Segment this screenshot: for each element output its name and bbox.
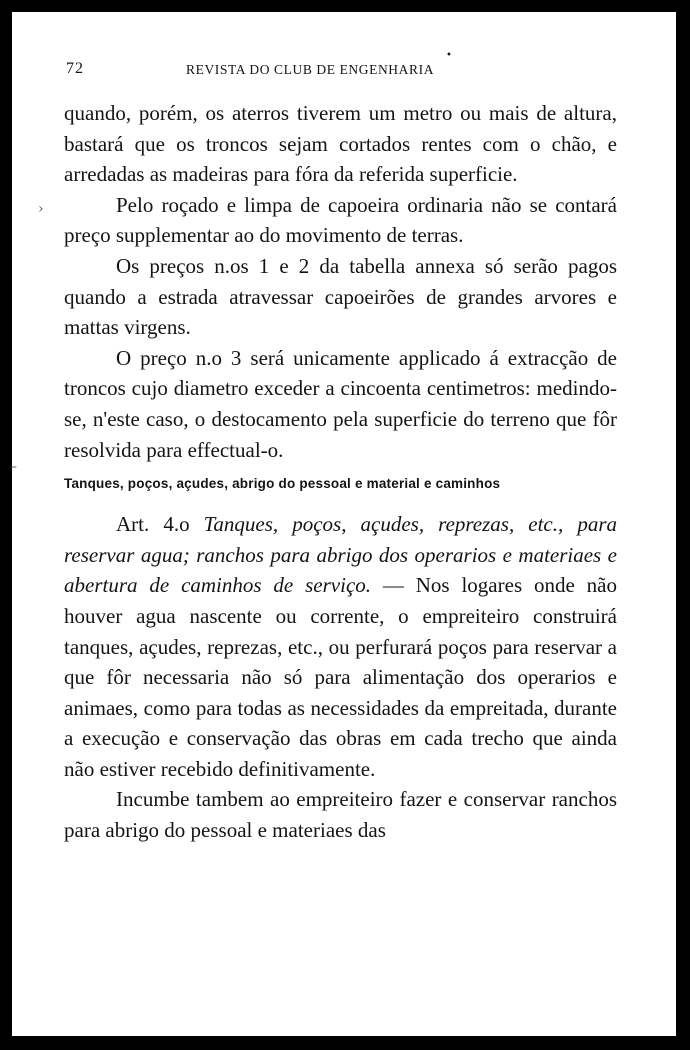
article-4-paragraph [64, 509, 617, 784]
running-title: REVISTA DO CLUB DE ENGENHARIA [186, 62, 435, 77]
section-heading: Tanques, poços, açudes, abrigo do pessoal e material e caminhos [64, 476, 501, 492]
body-text [64, 98, 617, 846]
article-number: Art. 4.o [116, 512, 190, 537]
margin-mark-left-2: – [10, 459, 17, 475]
margin-mark-left: › [38, 201, 44, 217]
paragraph-4: O preço n.o 3 será unicamente applicado á extracção de troncos cujo diametro exceder a cincoenta centimetros: medindo-se, n'este caso, o destocamento pela superficie do terreno que fôr resolvida para effectual-o. [64, 345, 617, 462]
document-page [12, 12, 676, 1036]
paragraph-1: quando, porém, os aterros tiverem um metro ou mais de altura, bastará que os troncos sejam cortados rentes com o chão, e arredadas as madeiras para fóra da referida superficie. [64, 101, 617, 187]
paragraph-2: Pelo roçado e limpa de capoeira ordinaria não se contará preço supplementar ao do movimento de terras. [64, 192, 617, 248]
header-dot: • [446, 50, 452, 61]
page-header [66, 50, 626, 82]
article-title: Tanques, poços, açudes, reprezas, etc., para reservar agua; ranchos para abrigo dos operarios e materiaes e abertura de caminhos de serviço. [64, 512, 617, 598]
article-dash: — [371, 573, 416, 598]
article-text: Nos logares onde não houver agua nascente ou corrente, o empreiteiro construirá tanques, açudes, reprezas, etc., ou perfurará poços para reservar a que fôr necessaria não só para alimentação dos operarios e animaes, como para todas as necessidades da empreitada, durante a execução e conservação das obras em cada trecho que ainda não estiver recebido definitivamente. [64, 573, 618, 781]
paragraph-3: Os preços n.os 1 e 2 da tabella annexa só serão pagos quando a estrada atravessar capoeirões de grandes arvores e mattas virgens. [64, 253, 617, 340]
last-paragraph: Incumbe tambem ao empreiteiro fazer e conservar ranchos para abrigo do pessoal e materiaes das [64, 787, 617, 843]
page-number: 72 [66, 60, 84, 77]
